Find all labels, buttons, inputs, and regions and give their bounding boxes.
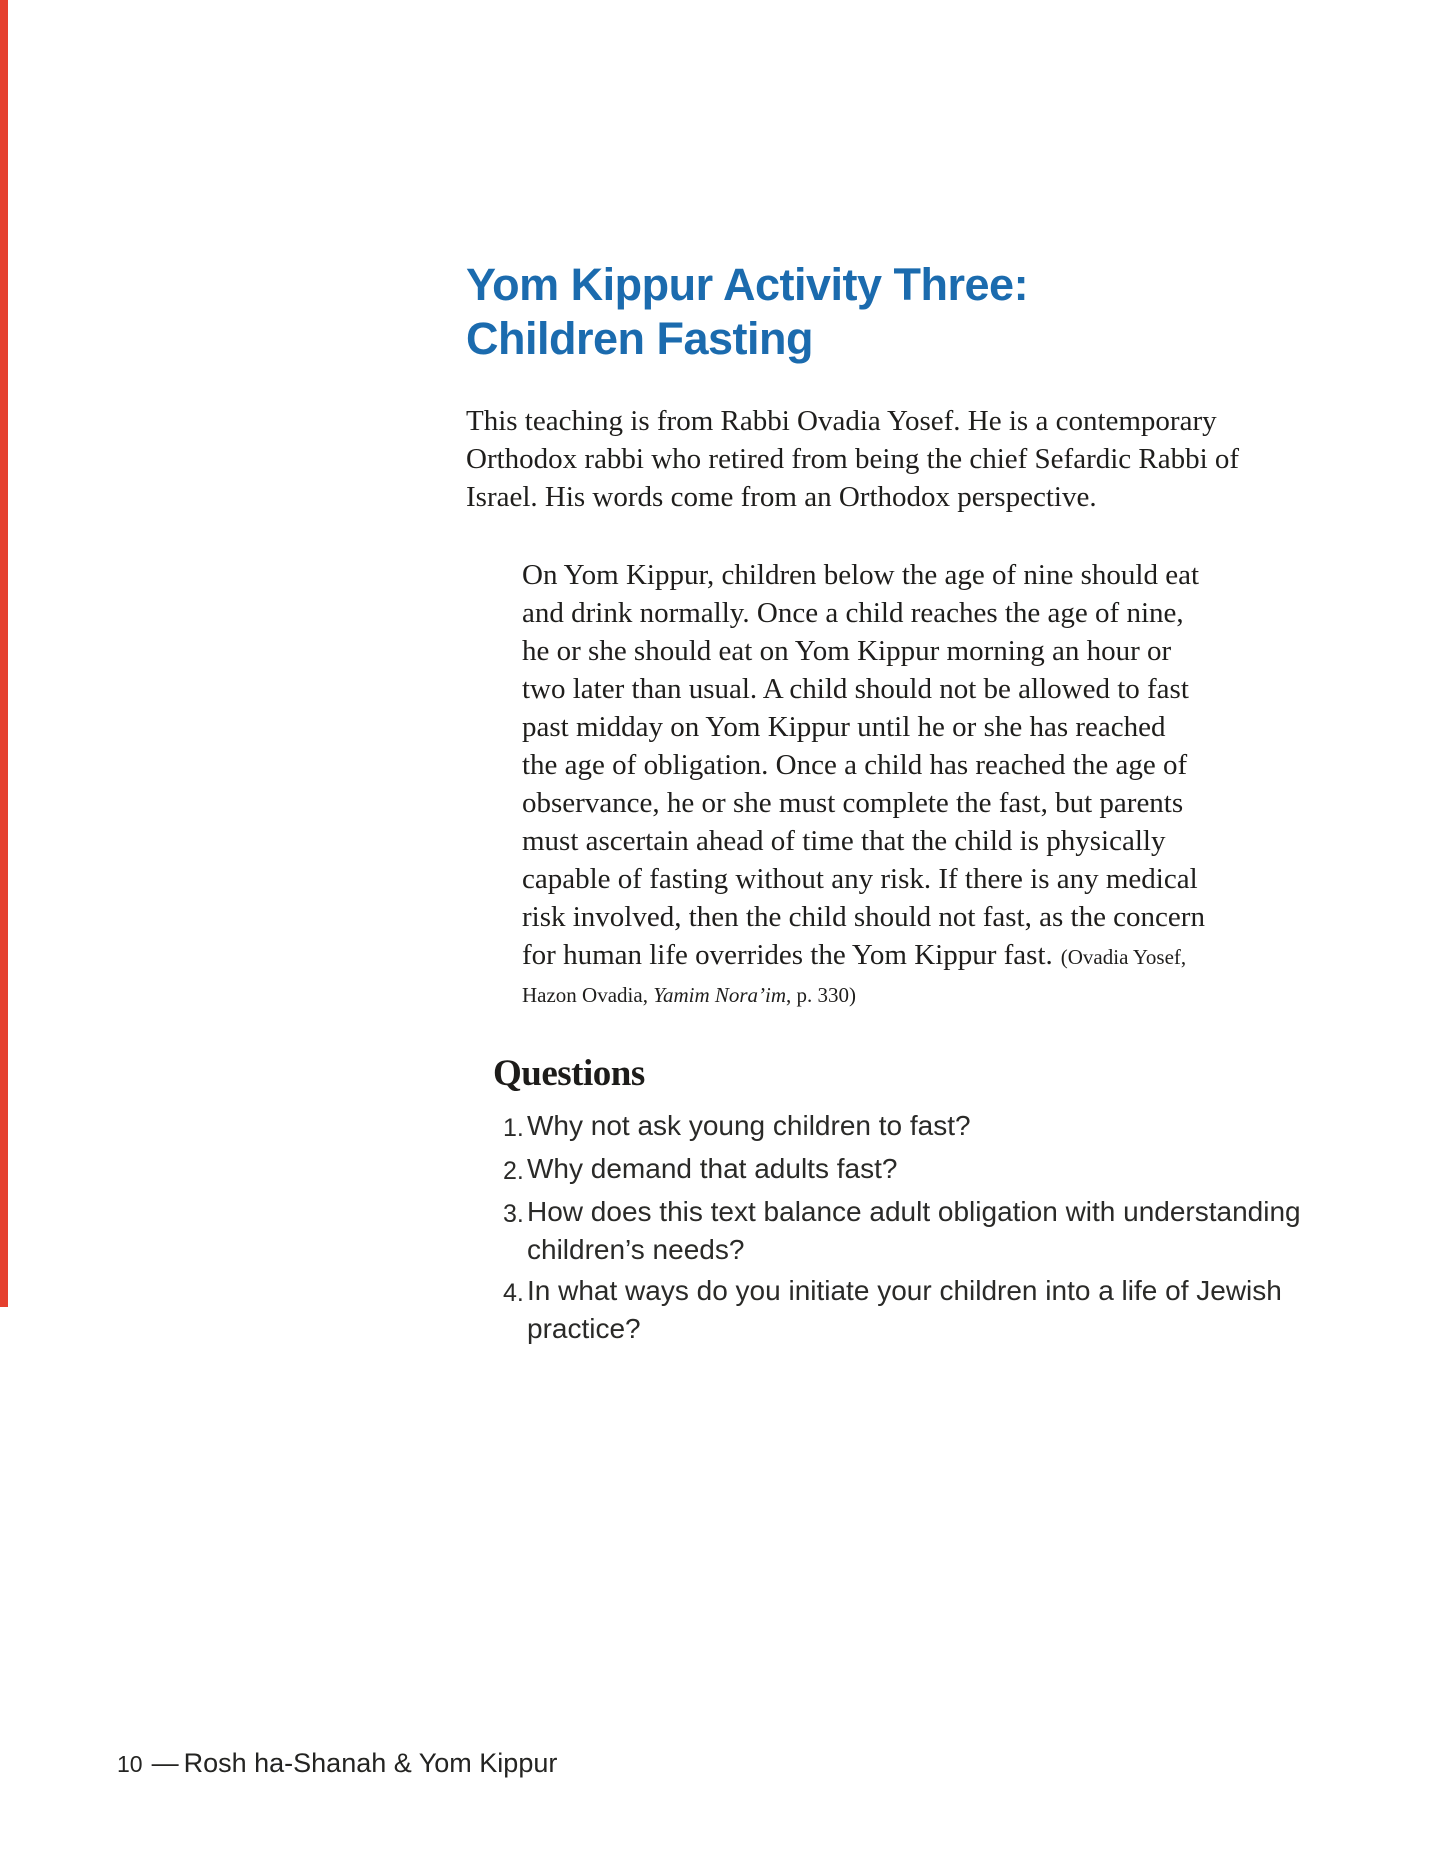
- quote-line: the age of obligation. Once a child has reached the age of: [522, 749, 1188, 781]
- intro-line: This teaching is from Rabbi Ovadia Yosef. He is a contemporary: [466, 405, 1217, 437]
- questions-section: [493, 1050, 1301, 1351]
- quote-line: past midday on Yom Kippur until he or she has reached: [522, 711, 1166, 743]
- question-item: [503, 1272, 1301, 1348]
- question-line: practice?: [527, 1313, 641, 1344]
- question-text: [527, 1272, 1282, 1348]
- question-number: 4.: [503, 1279, 524, 1307]
- questions-list: [493, 1107, 1301, 1348]
- quote-line: two later than usual. A child should not be allowed to fast: [522, 673, 1189, 705]
- question-item: [503, 1150, 1301, 1190]
- citation-source: Hazon Ovadia,: [522, 983, 654, 1007]
- question-item: [503, 1193, 1301, 1269]
- quote-line: observance, he or she must complete the fast, but parents: [522, 787, 1184, 819]
- quote-line: risk involved, then the child should not fast, as the concern: [522, 901, 1205, 933]
- intro-line: Israel. His words come from an Orthodox perspective.: [466, 481, 1097, 513]
- page-title-line2: Children Fasting: [466, 313, 814, 364]
- question-item: [503, 1107, 1301, 1147]
- question-text: [527, 1107, 971, 1147]
- intro-line: Orthodox rabbi who retired from being the chief Sefardic Rabbi of: [466, 443, 1240, 475]
- citation-line: [522, 976, 1205, 1014]
- page-footer: [117, 1746, 557, 1781]
- quote-line: he or she should eat on Yom Kippur morning an hour or: [522, 635, 1172, 667]
- question-number: 3.: [503, 1200, 524, 1228]
- intro-paragraph: [466, 402, 1239, 516]
- page-number: 10: [117, 1751, 143, 1777]
- page-title-line1: Yom Kippur Activity Three:: [466, 259, 1029, 310]
- question-line: children’s needs?: [527, 1234, 745, 1265]
- quote-line: must ascertain ahead of time that the child is physically: [522, 825, 1166, 857]
- footer-book-title: Rosh ha-Shanah & Yom Kippur: [183, 1748, 558, 1778]
- question-text: [527, 1150, 897, 1190]
- question-number: 1.: [503, 1114, 524, 1142]
- question-number: 2.: [503, 1157, 524, 1185]
- quote-line: capable of fasting without any risk. If there is any medical: [522, 863, 1198, 895]
- quote-line-text: for human life overrides the Yom Kippur fast.: [522, 939, 1053, 971]
- quote-line-with-citation: [522, 936, 1205, 976]
- question-line: In what ways do you initiate your children into a life of Jewish: [527, 1275, 1282, 1306]
- questions-heading: Questions: [493, 1053, 645, 1094]
- question-line: Why not ask young children to fast?: [527, 1110, 971, 1141]
- citation-start: (Ovadia Yosef,: [1060, 945, 1187, 969]
- page-title: [466, 258, 1028, 366]
- question-line: How does this text balance adult obligation with understanding: [527, 1196, 1301, 1227]
- question-line: Why demand that adults fast?: [527, 1153, 898, 1184]
- footer-dash: —: [151, 1748, 179, 1778]
- quote-line: On Yom Kippur, children below the age of nine should eat: [522, 559, 1199, 591]
- question-text: [527, 1193, 1301, 1269]
- page-accent-stripe: [0, 0, 8, 1307]
- citation-work-title: Yamim Nora’im: [653, 983, 787, 1007]
- citation-page-ref: , p. 330): [786, 983, 857, 1007]
- quote-line: and drink normally. Once a child reaches the age of nine,: [522, 597, 1184, 629]
- block-quote: [522, 556, 1205, 1014]
